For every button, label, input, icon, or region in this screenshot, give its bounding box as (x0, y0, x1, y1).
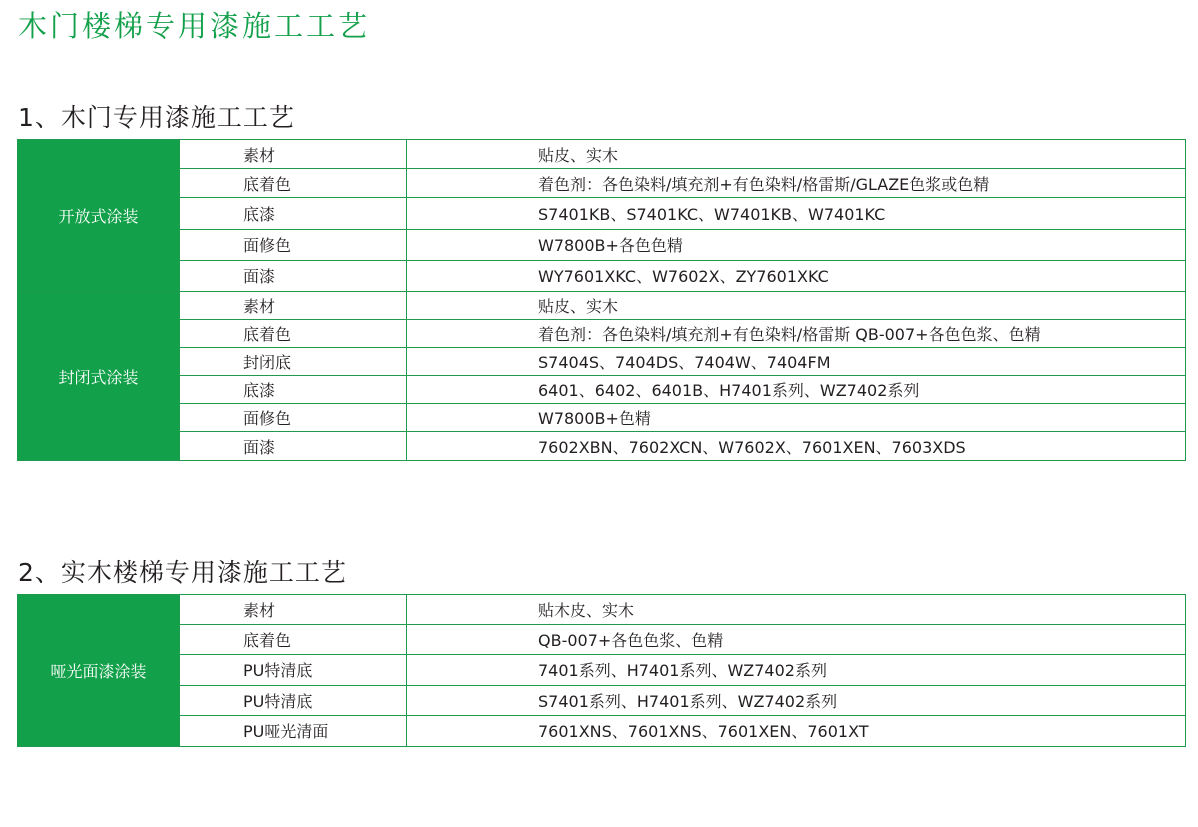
step-spec: 7401系列、H7401系列、WZ7402系列 (407, 655, 1186, 685)
step-name: 底着色 (180, 320, 407, 348)
step-spec: 贴木皮、实木 (407, 595, 1186, 625)
step-name: 素材 (180, 292, 407, 320)
step-spec: 6401、6402、6401B、H7401系列、WZ7402系列 (407, 376, 1186, 404)
step-spec: W7800B+各色色精 (407, 229, 1186, 260)
step-name: 底着色 (180, 625, 407, 655)
table-row (18, 348, 1186, 376)
step-name: PU哑光清面 (180, 715, 407, 746)
step-name: 底着色 (180, 169, 407, 198)
step-spec: W7800B+色精 (407, 404, 1186, 432)
step-name: 面修色 (180, 404, 407, 432)
step-name: 面漆 (180, 260, 407, 291)
table-row (18, 260, 1186, 291)
step-spec: 贴皮、实木 (407, 140, 1186, 169)
table-row (18, 140, 1186, 169)
step-name: 底漆 (180, 198, 407, 229)
table-row (18, 229, 1186, 260)
step-spec: 着色剂：各色染料/填充剂+有色染料/格雷斯/GLAZE色浆或色精 (407, 169, 1186, 198)
step-name: 素材 (180, 595, 407, 625)
page-title: 木门楼梯专用漆施工工艺 (18, 9, 371, 43)
step-spec: 7602XBN、7602XCN、W7602X、7601XEN、7603XDS (407, 432, 1186, 461)
table-row (18, 404, 1186, 432)
step-name: PU特清底 (180, 655, 407, 685)
table-row (18, 169, 1186, 198)
step-name: 底漆 (180, 376, 407, 404)
step-name: 面漆 (180, 432, 407, 461)
table-row (18, 655, 1186, 685)
step-name: 面修色 (180, 229, 407, 260)
step-name: 封闭底 (180, 348, 407, 376)
section-1-heading: 1、木门专用漆施工工艺 (18, 103, 295, 132)
table-row (18, 292, 1186, 320)
table-row (18, 715, 1186, 746)
table-row (18, 685, 1186, 715)
table-row (18, 625, 1186, 655)
section-2-heading: 2、实木楼梯专用漆施工工艺 (18, 558, 347, 587)
step-spec: 着色剂：各色染料/填充剂+有色染料/格雷斯 QB-007+各色色浆、色精 (407, 320, 1186, 348)
step-spec: S7404S、7404DS、7404W、7404FM (407, 348, 1186, 376)
step-spec: S7401KB、S7401KC、W7401KB、W7401KC (407, 198, 1186, 229)
step-name: PU特清底 (180, 685, 407, 715)
group-matte-topcoat: 哑光面漆涂装 (18, 595, 180, 747)
step-name: 素材 (180, 140, 407, 169)
step-spec: WY7601XKC、W7602X、ZY7601XKC (407, 260, 1186, 291)
table-row (18, 595, 1186, 625)
group-open-coating: 开放式涂装 (18, 140, 180, 292)
table-row (18, 376, 1186, 404)
step-spec: 贴皮、实木 (407, 292, 1186, 320)
section-2-table (17, 594, 1186, 747)
step-spec: 7601XNS、7601XNS、7601XEN、7601XT (407, 715, 1186, 746)
table-row (18, 198, 1186, 229)
step-spec: QB-007+各色色浆、色精 (407, 625, 1186, 655)
section-1-table (17, 139, 1186, 461)
table-row (18, 432, 1186, 461)
table-row (18, 320, 1186, 348)
step-spec: S7401系列、H7401系列、WZ7402系列 (407, 685, 1186, 715)
group-closed-coating: 封闭式涂装 (18, 292, 180, 461)
